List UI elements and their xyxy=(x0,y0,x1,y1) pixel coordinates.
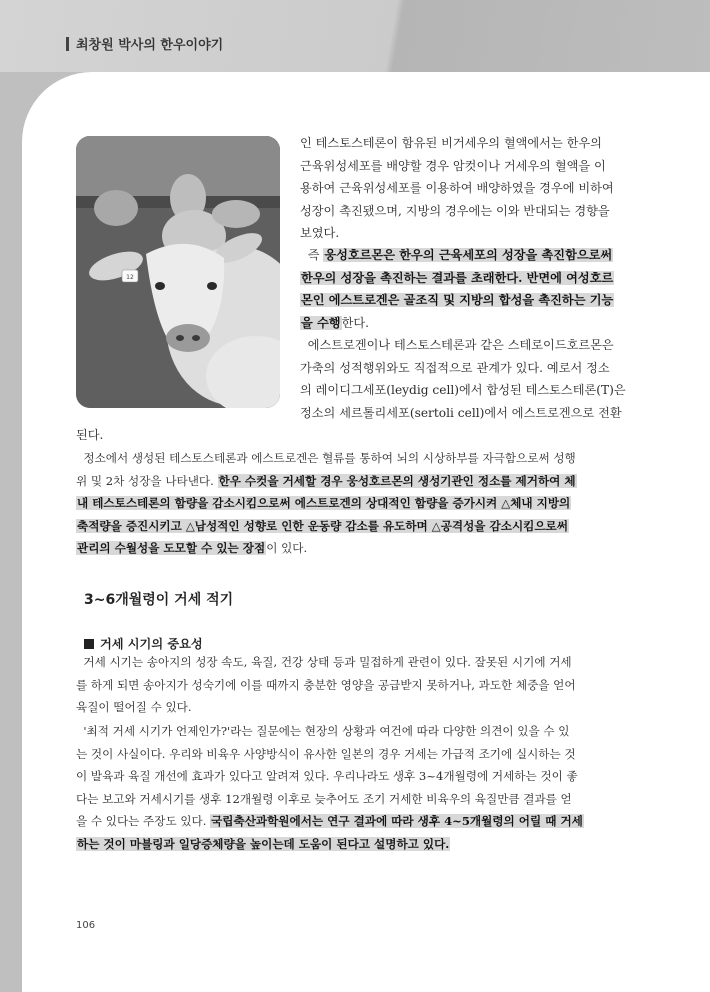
text-line: 를 하게 되면 송아지가 성숙기에 이를 때까지 충분한 영양을 공급받지 못하거나, 과도한 체중을 얻어 xyxy=(76,677,576,692)
paragraph-2 xyxy=(300,244,636,334)
text-line xyxy=(76,833,636,856)
paragraph-3-tail xyxy=(76,424,636,447)
section-title: 3~6개월령이 거세 적기 xyxy=(84,592,234,608)
text-run: 즉 xyxy=(307,248,324,262)
highlight-text: 한우 수컷을 거세할 경우 웅성호르몬의 생성기관인 정소를 제거하여 체 xyxy=(218,473,576,488)
text-line: 용하여 근육위성세포를 이용하여 배양하였을 경우에 비하여 xyxy=(300,181,614,195)
text-line: 근육위성세포를 배양할 경우 암컷이나 거세우의 혈액을 이 xyxy=(300,158,606,173)
text-line xyxy=(300,334,636,357)
text-line xyxy=(300,289,636,312)
text-line xyxy=(76,720,636,743)
highlight-text: 내 테스토스테론의 함량을 감소시킴으로써 에스트로겐의 상대적인 함량을 증가시켜 △체내 지방의 xyxy=(77,496,571,510)
paragraph-1 xyxy=(300,132,636,245)
paragraph-5 xyxy=(76,651,636,719)
highlight-text: 한우의 성장을 촉진하는 결과를 초래한다. 반면에 여성호르 xyxy=(301,270,614,285)
text-line xyxy=(76,515,636,538)
ear-tag-text: 12 xyxy=(126,274,134,281)
highlight-text: 관리의 수월성을 도모할 수 있는 장점 xyxy=(77,541,266,555)
text-line: 는 것이 사실이다. 우리와 비육우 사양방식이 유사한 일본의 경우 거세는 가급적 조기에 실시하는 것 xyxy=(76,746,576,761)
text-line: 육질이 떨어질 수 있다. xyxy=(76,700,192,714)
page-number: 106 xyxy=(76,920,96,931)
text-line xyxy=(76,537,636,560)
text-run: 한다. xyxy=(341,315,369,330)
text-line: 정소의 세르톨리세포(sertoli cell)에서 에스트로겐으로 전환 xyxy=(300,405,622,420)
text-line: 인 테스토스테론이 함유된 비거세우의 혈액에서는 한우의 xyxy=(300,136,602,150)
text-line: 이 발육과 육질 개선에 효과가 있다고 알려져 있다. 우리나라도 생후 3~4개월령에 거세하는 것이 좋 xyxy=(76,769,578,783)
highlight-text: 축적량을 증진시키고 △남성적인 성향로 인한 운동량 감소를 유도하며 △공격성을 감소시킴으로써 xyxy=(77,518,568,533)
text-run: 에스트로겐이나 테스토스테론과 같은 스테로이드호르몬은 xyxy=(307,338,614,352)
text-run: 이 있다. xyxy=(266,541,308,555)
highlight-text: 하는 것이 마블링과 일당증체량을 높이는데 도움이 된다고 설명하고 있다. xyxy=(77,836,450,851)
text-line xyxy=(76,470,636,493)
text-run: 위 및 2차 성장을 나타낸다. xyxy=(76,473,218,488)
subsection-title-text: 거세 시기의 중요성 xyxy=(100,637,203,651)
highlight-text: 국립축산과학원에서는 연구 결과에 따라 생후 4~5개월령의 어릴 때 거세 xyxy=(211,814,583,828)
highlight-text: 을 수행 xyxy=(301,315,341,330)
calf-illustration xyxy=(76,136,280,408)
text-line xyxy=(76,447,636,470)
text-line: 의 레이디그세포(leydig cell)에서 합성된 테스토스테론(T)은 xyxy=(300,383,626,397)
text-line xyxy=(76,651,636,674)
text-line: 다는 보고와 거세시기를 생후 12개월령 이후로 늦추어도 조기 거세한 비육우의 육질만큼 결과를 얻 xyxy=(76,791,572,806)
running-header: 최창원 박사의 한우이야기 xyxy=(76,38,224,53)
bullet-square-icon xyxy=(84,639,94,649)
highlight-text: 웅성호르몬은 한우의 근육세포의 성장을 촉진함으로써 xyxy=(324,248,613,262)
text-line xyxy=(300,267,636,290)
text-line: 성장이 촉진됐으며, 지방의 경우에는 이와 반대되는 경향을 xyxy=(300,203,610,218)
paragraph-6 xyxy=(76,720,636,855)
paragraph-3 xyxy=(300,334,636,424)
subsection-title xyxy=(84,635,203,652)
paragraph-4 xyxy=(76,447,636,560)
text-line: 가축의 성적행위와도 직접적으로 관계가 있다. 예로서 정소 xyxy=(300,360,610,375)
text-run: 을 수 있다는 주장도 있다. xyxy=(76,814,211,828)
calf-photo xyxy=(76,136,280,408)
header-divider xyxy=(66,37,69,51)
text-line xyxy=(76,810,636,833)
text-run: 정소에서 생성된 테스토스테론과 에스트로겐은 혈류를 통하여 뇌의 시상하부를 자극함으로써 성행 xyxy=(83,451,576,465)
text-run: 거세 시기는 송아지의 성장 속도, 육질, 건강 상태 등과 밀접하게 관련이 있다. 잘못된 시기에 거세 xyxy=(83,655,572,669)
text-line xyxy=(76,492,636,515)
text-run: '최적 거세 시기가 언제인가?'라는 질문에는 현장의 상황과 여건에 따라 다양한 의견이 있을 수 있 xyxy=(83,724,570,738)
text-line: 보였다. xyxy=(300,226,340,240)
text-line xyxy=(300,244,636,267)
text-line xyxy=(300,312,636,335)
text-line: 된다. xyxy=(76,428,104,442)
highlight-text: 몬인 에스트로겐은 골조직 및 지방의 합성을 촉진하는 기능 xyxy=(301,293,614,307)
